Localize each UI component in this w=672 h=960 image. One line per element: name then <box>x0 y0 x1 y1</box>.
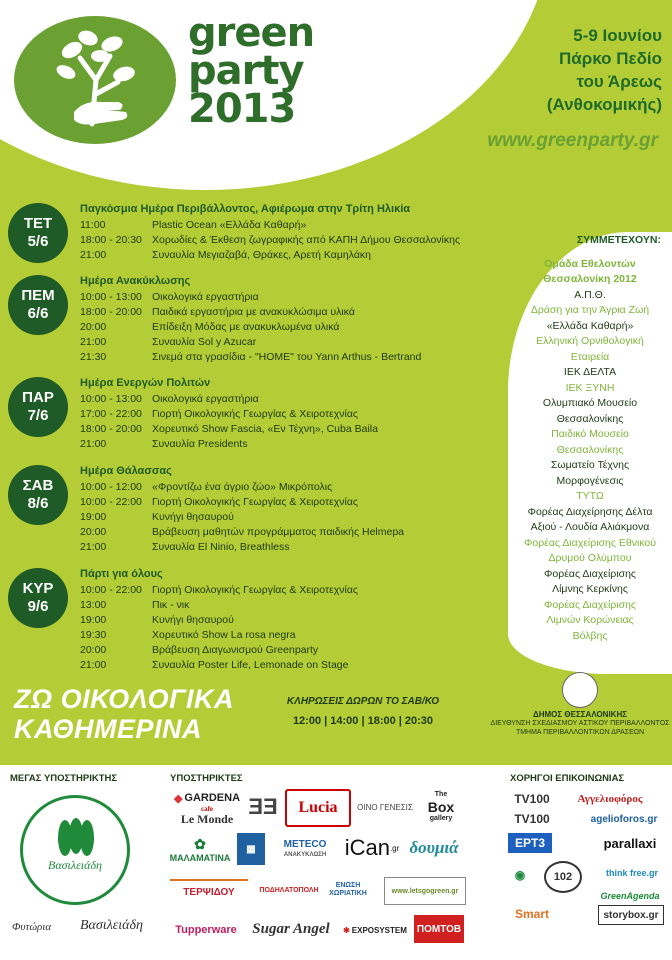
event-time: 19:30 <box>80 629 107 641</box>
day-badge <box>8 275 68 335</box>
event-time: 21:00 <box>80 438 107 450</box>
event-time: 10:00 - 22:00 <box>80 584 142 596</box>
letsgogreen-logo: www.letsgogreen.gr <box>384 877 466 905</box>
ican-text: iCan <box>344 835 390 860</box>
exposystem-logo <box>340 921 410 939</box>
event-time: 18:00 - 20:00 <box>80 306 142 318</box>
day-title: Ημέρα Ενεργών Πολιτών <box>80 377 211 389</box>
schedule-row <box>80 422 520 437</box>
box-box: Box <box>427 799 455 815</box>
aggelioforos-logo: Αγγελιοφόρος <box>577 793 643 805</box>
ee-logo: ƎƎ <box>248 794 278 819</box>
participant-item: Θεσσαλονίκης <box>556 412 624 425</box>
website-link[interactable]: www.greenparty.gr <box>487 130 658 151</box>
event-desc: Επίδειξη Μόδας με ανακυκλωμένα υλικά <box>152 321 340 333</box>
event-time: 21:00 <box>80 541 107 553</box>
schedule-row <box>80 335 520 350</box>
gardena-logo <box>172 791 242 805</box>
participant-item: Λίμνης Κερκίνης <box>552 583 628 595</box>
event-info <box>547 24 662 116</box>
le-monde-name: Le Monde <box>180 812 234 826</box>
event-desc: Σινεμά στα γρασίδια - "HOME" του Yann Arthus - Bertrand <box>152 351 422 363</box>
day-name: ΣΑΒ <box>22 477 54 494</box>
tupperware-logo: Tupperware <box>175 924 237 936</box>
participant-item: Ομάδα Εθελοντών <box>544 257 636 270</box>
event-time: 10:00 - 22:00 <box>80 496 142 508</box>
event-desc: Κυνήγι θησαυρού <box>152 511 234 523</box>
event-desc: Συναυλία Μεγιαζαβά, Θράκες, Αρετή Καμηλάκη <box>152 249 371 261</box>
event-time: 11:00 <box>80 219 106 231</box>
participant-item: Αξιού - Λουδία Αλιάκμονα <box>530 521 650 533</box>
schedule-row <box>80 540 520 555</box>
terpsidou-logo: ΤΕΡΨΙΔΟΥ <box>170 879 248 903</box>
event-time: 18:00 - 20:00 <box>80 423 142 435</box>
participant-item: Σωματείο Τέχνης <box>550 459 630 471</box>
schedule-row <box>80 598 520 613</box>
green-party-logo <box>14 16 176 144</box>
event-dates: 5-9 Ιουνίου <box>573 26 662 45</box>
participant-item: Ολυμπιακό Μουσείο <box>542 397 638 409</box>
gardena-mark-icon: ◆ <box>173 792 183 805</box>
meteco-logo <box>272 839 338 861</box>
supporters-heading: ΥΠΟΣΤΗΡΙΚΤΕΣ <box>170 773 243 784</box>
day-name: ΠΕΜ <box>21 287 55 304</box>
event-desc: Plastic Ocean «Ελλάδα Καθαρή» <box>152 219 307 231</box>
participant-item: Δρυμού Ολύμπου <box>548 552 632 564</box>
municipality-emblem-icon <box>562 672 598 708</box>
event-time: 17:00 - 22:00 <box>80 408 142 420</box>
schedule-row <box>80 248 520 263</box>
aggelioforos-gr-logo: agelioforos.gr <box>590 813 658 825</box>
event-time: 20:00 <box>80 526 107 538</box>
day-date: 9/6 <box>27 598 49 615</box>
event-time: 19:00 <box>80 511 107 523</box>
day-title: Ημέρα Θάλασσας <box>80 465 172 477</box>
logo-line-green: green <box>188 10 315 56</box>
event-time: 21:00 <box>80 336 107 348</box>
slogan-line-2: ΚΑΘΗΜΕΡΙΝΑ <box>14 714 202 744</box>
municipality-name: ΔΗΜΟΣ ΘΕΣΣΑΛΟΝΙΚΗΣ <box>532 710 628 719</box>
schedule-row <box>80 290 520 305</box>
day-title: Πάρτι για όλους <box>80 568 163 580</box>
schedule-row <box>80 628 520 643</box>
participant-item: Μορφογένεσις <box>556 474 624 487</box>
schedule-row <box>80 407 520 422</box>
schedule-row <box>80 305 520 320</box>
day-date: 6/6 <box>27 305 49 322</box>
box-gallery-logo <box>418 791 464 823</box>
slogan-line-1: ΖΩ ΟΙΚΟΛΟΓΙΚΑ <box>14 684 235 714</box>
event-time: 21:00 <box>80 659 107 671</box>
schedule-row <box>80 643 520 658</box>
participant-item: «Ελλάδα Καθαρή» <box>546 319 634 332</box>
storybox-logo: storybox.gr <box>598 905 664 925</box>
main-sponsor-signature-left: Φυτώρια <box>12 921 52 933</box>
ert3-logo: ΕΡΤ3 <box>508 833 552 853</box>
event-time: 20:00 <box>80 644 107 656</box>
event-desc: Βράβευση μαθητών προγράμματος παιδικής Helmepa <box>152 526 405 538</box>
oinogenesis-logo: ΟΙΝΟ ΓΕΝΕΣΙΣ <box>357 802 413 812</box>
participant-item: Ελληνική Ορνιθολογική <box>536 335 644 347</box>
main-sponsor-heading: ΜΕΓΑΣ ΥΠΟΣΤΗΡΙΚΤΗΣ <box>10 773 118 784</box>
main-sponsor-signature-right: Βασιλειάδη <box>80 918 143 933</box>
prize-draws <box>278 696 448 727</box>
schedule-row <box>80 218 520 233</box>
greenagenda-logo: GreenAgenda <box>600 891 660 901</box>
participant-item: Θεσσαλονίκης <box>556 443 624 456</box>
schedule-row <box>80 658 520 673</box>
tree-hand-icon <box>14 16 176 144</box>
event-time: 21:30 <box>80 351 107 363</box>
schedule-row <box>80 583 520 598</box>
event-venue-3: (Ανθοκομικής) <box>546 95 662 114</box>
participants-heading: ΣΥΜΜΕΤΕΧΟΥΝ: <box>576 234 661 246</box>
municipality-dept-1: ΔΙΕΥΘΥΝΣΗ ΣΧΕΔΙΑΣΜΟΥ ΑΣΤΙΚΟΥ ΠΕΡΙΒΑΛΛΟΝΤΟΣ <box>490 720 670 727</box>
event-desc: Οικολογικά εργαστήρια <box>152 393 259 405</box>
le-monde-cafe: cafe <box>200 805 214 813</box>
event-desc: Πικ - νικ <box>152 599 190 611</box>
f102-logo: 102 <box>544 861 582 893</box>
day-date: 5/6 <box>27 233 49 250</box>
municipality-dept-2: ΤΜΗΜΑ ΠΕΡΙΒΑΛΛΟΝΤΙΚΩΝ ΔΡΑΣΕΩΝ <box>515 729 645 736</box>
schedule-row <box>80 437 520 452</box>
event-venue-1: Πάρκο Πεδίο <box>558 49 662 68</box>
event-desc: Συναυλία Presidents <box>152 438 248 450</box>
event-desc: Συναυλία El Ninio, Breathless <box>152 541 290 553</box>
schedule-row <box>80 350 520 365</box>
participant-item: Εταιρεία <box>570 350 610 363</box>
day-title: Παγκόσμια Ημέρα Περιβάλλοντος, Αφιέρωμα στην Τρίτη Ηλικία <box>80 203 411 215</box>
box-the: The <box>434 791 448 798</box>
event-desc: Γιορτή Οικολογικής Γεωργίας & Χειροτεχνίας <box>152 408 358 420</box>
event-desc: Οικολογικά εργαστήρια <box>152 291 259 303</box>
smart-logo: Smart <box>514 907 549 921</box>
participant-item: Φορέας Διαχείρισης <box>544 598 636 611</box>
malamatina-mark-icon: ✿ <box>194 835 206 852</box>
exposystem-mark-icon: ✱ <box>343 925 350 935</box>
participant-item: Φορέας Διαχείρισης Εθνικού <box>523 536 656 549</box>
ican-logo <box>340 833 404 863</box>
event-desc: Συναυλία Poster Life, Lemonade on Stage <box>152 659 349 671</box>
schedule-row <box>80 320 520 335</box>
event-time: 13:00 <box>80 599 107 611</box>
municipality-block <box>485 672 672 737</box>
parallaxi-logo: parallaxi <box>603 835 657 851</box>
ican-gr: .gr <box>389 843 400 853</box>
event-time: 19:00 <box>80 614 107 626</box>
day-date: 7/6 <box>27 407 49 424</box>
event-venue-2: του Άρεως <box>576 72 662 91</box>
event-desc: Χορευτικό Show Fascia, «Εν Τέχνη», Cuba Baila <box>152 423 378 435</box>
event-time: 21:00 <box>80 249 107 261</box>
day-badge <box>8 203 68 263</box>
pomtob-logo: ΠΟΜΤΟΒ <box>414 915 464 943</box>
day-badge <box>8 377 68 437</box>
day-name: ΤΕΤ <box>23 215 53 232</box>
event-desc: Γιορτή Οικολογικής Γεωργίας & Χειροτεχνίας <box>152 584 358 596</box>
participant-item: Δράση για την Άγρια Ζωή <box>530 304 650 316</box>
event-desc: Γιορτή Οικολογικής Γεωργίας & Χειροτεχνίας <box>152 496 358 508</box>
building-logo-icon: ▦ <box>237 833 265 865</box>
lucia-logo: Lucia <box>285 789 351 827</box>
event-time: 18:00 - 20:30 <box>80 234 142 246</box>
schedule-row <box>80 392 520 407</box>
gardena-text: GARDENA <box>184 792 241 804</box>
exposystem-text: EXPOSYSTEM <box>351 925 407 935</box>
thinkfree-logo: think free.gr <box>605 868 658 878</box>
sugar-angel-logo: Sugar Angel <box>252 920 330 937</box>
participant-item: ΙΕΚ ΞΥΝΗ <box>565 381 615 394</box>
participant-item: ΤΥΤΩ <box>576 490 604 502</box>
event-desc: Χορευτικό Show La rosa negra <box>152 629 296 641</box>
participants-list <box>515 233 665 644</box>
day-badge <box>8 568 68 628</box>
tv100-logo-2: TV100 <box>514 812 550 826</box>
podilatopoli-logo: ΠΟΔΗΛΑΤΟΠΟΛΗ <box>259 886 319 894</box>
event-desc: Βράβευση Διαγωνισμού Greenparty <box>152 644 319 656</box>
day-name: ΚΥΡ <box>22 580 54 597</box>
schedule-row <box>80 480 520 495</box>
event-time: 10:00 - 12:00 <box>80 481 142 493</box>
logo-wordmark <box>188 10 315 132</box>
day-name: ΠΑΡ <box>22 389 54 406</box>
le-monde-logo <box>172 805 242 825</box>
fm-logo-icon: ◉ <box>514 868 526 882</box>
participant-item: Φορέας Διαχείρησης Δέλτα <box>527 505 653 518</box>
main-sponsor-name: Βασιλειάδη <box>48 858 102 872</box>
event-time: 10:00 - 13:00 <box>80 393 142 405</box>
malamatina-text: ΜΑΛΑΜΑΤΙΝΑ <box>169 852 231 863</box>
logo-line-party: party <box>188 48 304 94</box>
day-badge <box>8 465 68 525</box>
draws-label: ΚΛΗΡΩΣΕΙΣ ΔΩΡΩΝ ΤΟ ΣΑΒ/ΚΟ <box>286 696 440 707</box>
logo-line-year: 2013 <box>188 86 296 132</box>
day-title: Ημέρα Ανακύκλωσης <box>80 275 191 287</box>
tv100-logo-1: TV100 <box>514 792 550 806</box>
xwriatikh-logo: ΕΝΩΣΗ ΧΩΡΙΑΤΙΚΗ <box>329 882 367 897</box>
participant-item: Βόλβης <box>572 629 608 642</box>
event-desc: Κυνήγι θησαυρού <box>152 614 234 626</box>
media-sponsors-heading: ΧΟΡΗΓΟΙ ΕΠΙΚΟΙΝΩΝΙΑΣ <box>510 773 625 784</box>
meteco-sub: ΑΝΑΚΥΚΛΩΣΗ <box>283 852 327 858</box>
slogan <box>14 684 234 744</box>
event-time: 20:00 <box>80 321 107 333</box>
event-desc: Παιδικά εργαστήρια με ανακυκλώσιμα υλικά <box>152 306 355 318</box>
schedule-row <box>80 510 520 525</box>
doumia-logo: δουμιά <box>409 838 459 857</box>
event-desc: Συναυλία Sol y Azucar <box>152 336 257 348</box>
schedule-row <box>80 525 520 540</box>
main-sponsor-logo <box>20 795 130 905</box>
event-desc: «Φροντίζω ένα άγριο ζώο» Μικρόπολις <box>152 481 333 493</box>
schedule-row <box>80 233 520 248</box>
participant-item: Φορέας Διαχείρισης <box>544 567 636 580</box>
meteco-name: METECO <box>283 839 327 850</box>
participant-item: Θεσσαλονίκη 2012 <box>543 273 637 285</box>
sponsors-section <box>0 765 672 960</box>
draws-times: 12:00 | 14:00 | 18:00 | 20:30 <box>292 715 434 727</box>
box-gallery: gallery <box>429 815 453 822</box>
day-date: 8/6 <box>27 495 49 512</box>
cypress-trees-icon <box>53 818 99 858</box>
participant-item: Παιδικό Μουσείο <box>551 428 629 440</box>
participant-item: ΙΕΚ ΔΕΛΤΑ <box>563 366 617 378</box>
schedule-row <box>80 495 520 510</box>
malamatina-logo <box>168 835 232 863</box>
participant-item: Λιμνών Κορώνειας <box>546 614 634 626</box>
participant-item: Α.Π.Θ. <box>574 288 606 301</box>
event-desc: Χορωδίες & Έκθεση ζωγραφικής από ΚΑΠΗ Δήμου Θεσσαλονίκης <box>152 234 461 246</box>
event-time: 10:00 - 13:00 <box>80 291 142 303</box>
schedule-row <box>80 613 520 628</box>
